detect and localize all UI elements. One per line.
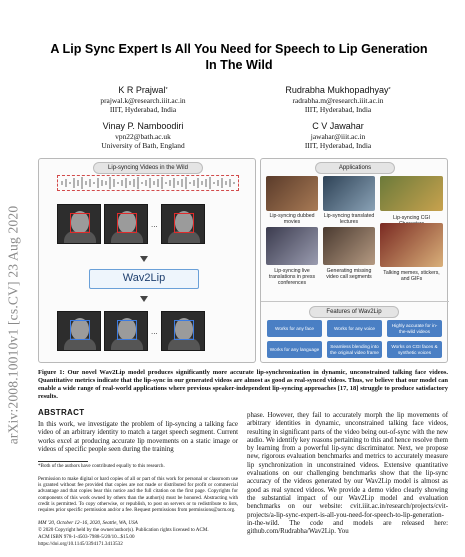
permission-notice: Permission to make digital or hard copies of all or part of this work for personal or classroom use is granted without fee provided that copies are not made or distributed for profit or commercial advantage and that copies bear this notice and the full citation on the first page. Copyrights for components of this work owned by others than the author(s) must be honored. Abstracting with credit is permitted. To copy otherwise, or republish, to post on servers or to redistribute to lists, requires prior specific permission and/or a fee. Request permissions from permissions@acm.org.	[38, 476, 238, 514]
thumbnail-cgi	[380, 176, 443, 211]
author-email[interactable]: jawahar@iiit.ac.in	[310, 132, 366, 141]
feature-box: Works for any language	[267, 341, 322, 358]
application-label: Lip-syncing live translations in press conferences	[268, 268, 316, 287]
feature-box: Highly accurate for in-the-wild videos	[387, 320, 442, 337]
author-email[interactable]: prajwal.k@research.iiit.ac.in	[100, 96, 186, 105]
ellipsis: ...	[151, 219, 158, 229]
model-box: Wav2Lip	[89, 269, 199, 289]
panel-divider	[261, 301, 449, 302]
title-line-1: A Lip Sync Expert Is All You Need for Speech to Lip Generation	[50, 42, 428, 56]
input-frame	[57, 204, 101, 244]
waveform-graphic	[58, 176, 238, 190]
panel-title: Lip-syncing Videos in the Wild	[93, 162, 203, 174]
arxiv-stamp	[6, 120, 20, 530]
arxiv-id: arXiv:2008.10010v1 [cs.CV] 23 Aug 2020	[5, 205, 20, 445]
teaser-figure	[38, 158, 448, 363]
thumbnail-press-conference	[266, 227, 318, 265]
pipeline-panel	[38, 158, 256, 363]
abstract-text-right: phase. However, they fail to accurately morph the lip movements of arbitrary identities in dynamic, unconstrained talking face videos, resulting in significant parts of the video being out-of-sync with the new audio. We identify key reasons pertaining to this and hence resolve them by learning from a powerful lip-sync discriminator. Next, we propose new, rigorous evaluation benchmarks and metrics to accurately measure lip synchronization in unconstrained videos. Extensive quantitative evaluations on our challenging benchmarks show that the lip-sync accuracy of the videos generated by our Wav2Lip model is almost as good as real synced videos. We provide a demo video clearly showing the substantial impact of our Wav2Lip model and evaluation benchmarks on our website: cvit.iiit.ac.in/research/projects/cvit-projects/a-lip-sync-expert-is-all-you-need-for-speech-to-lip-generation-in-the-wild. The code and models are released here: github.com/Rudrabha/Wav2Lip. You	[247, 412, 448, 536]
doi-link[interactable]: https://doi.org/10.1145/3394171.3413532	[38, 541, 123, 547]
input-frame	[104, 204, 148, 244]
feature-box: Works for any face	[267, 320, 322, 337]
author-block	[243, 121, 433, 150]
application-label: Lip-syncing CGI	[393, 215, 430, 221]
feature-box: Works for any voice	[327, 320, 382, 337]
author-name: Vinay P. Namboodiri	[102, 121, 184, 131]
caption-label: Figure 1:	[38, 369, 65, 376]
feature-box: Works on CGI faces & synthetic voices	[387, 341, 442, 358]
author-block	[48, 85, 238, 114]
audio-waveform	[57, 175, 239, 191]
title-line-2: In The Wild	[205, 58, 273, 72]
figure-caption	[38, 369, 448, 401]
input-frame	[161, 204, 205, 244]
application-label: Lip-syncing translated lectures	[323, 213, 375, 226]
author-block	[48, 121, 238, 150]
copyright-line: © 2020 Copyright held by the owner/author(s). Publication rights licensed to ACM.	[38, 527, 209, 533]
thumbnail-video-call	[323, 227, 375, 265]
conference-line: MM '20, October 12–16, 2020, Seattle, WA, USA	[38, 520, 138, 526]
ellipsis: ...	[151, 326, 158, 336]
footnote-rule	[38, 461, 88, 462]
thumbnail-dubbed-movie	[266, 176, 318, 211]
caption-text: Our novel Wav2Lip model produces significantly more accurate lip-synchronization in dynamic, unconstrained talking face videos. Quantitative metrics indicate that the lip-sync in our generated videos are almost as good as real-synced videos. Thus, we believe that our model can enable a wide range of real-world applications where previous speaker-independent lip-syncing approaches [17, 18] struggle to produce satisfactory results.	[38, 369, 449, 400]
features-title: Features of Wav2Lip	[309, 306, 399, 318]
panel-title: Applications	[315, 162, 395, 174]
output-frame	[57, 311, 101, 351]
author-email[interactable]: radrabha.m@research.iiit.ac.in	[292, 96, 384, 105]
feature-box: Seamless blending into the original video frame	[327, 341, 382, 358]
output-frames	[57, 311, 205, 351]
applications-panel	[260, 158, 448, 363]
abstract-heading: ABSTRACT	[38, 408, 85, 417]
author-name: C V Jawahar	[312, 121, 364, 131]
author-affiliation: University of Bath, England	[101, 141, 185, 151]
equal-contribution-mark: *	[165, 87, 168, 93]
thumbnail-meme	[380, 223, 443, 267]
author-email[interactable]: vpn22@bath.ac.uk	[115, 132, 171, 141]
equal-contribution-footnote: *Both of the authors have contributed equally to this research.	[38, 463, 165, 469]
author-affiliation: IIIT, Hyderabad, India	[304, 141, 372, 151]
author-block	[243, 85, 433, 114]
output-frame	[161, 311, 205, 351]
input-frames	[57, 204, 205, 244]
isbn-line: ACM ISBN 978-1-4503-7988-5/20/10...$15.00	[38, 534, 135, 540]
author-affiliation: IIIT, Hyderabad, India	[304, 105, 372, 115]
arrow-down-icon	[140, 256, 148, 262]
application-label: Lip-syncing dubbed movies	[269, 213, 315, 226]
arrow-down-icon	[140, 296, 148, 302]
output-frame	[104, 311, 148, 351]
author-name: K R Prajwal	[118, 85, 166, 95]
equal-contribution-mark: *	[388, 87, 391, 93]
application-label: Generating missing video call segments	[326, 268, 372, 281]
thumbnail-lecture	[323, 176, 375, 211]
application-label: Talking memes, stickers, and GIFs	[383, 270, 440, 283]
abstract-text-left: In this work, we investigate the problem of lip-syncing a talking face video of an arbitrary identity to match a target speech segment. Current works excel at producing accurate lip movements on a static image or videos of specific people seen during the training	[38, 421, 238, 453]
author-name: Rudrabha Mukhopadhyay	[285, 85, 389, 95]
paper-title	[32, 41, 446, 73]
author-affiliation: IIIT, Hyderabad, India	[109, 105, 177, 115]
